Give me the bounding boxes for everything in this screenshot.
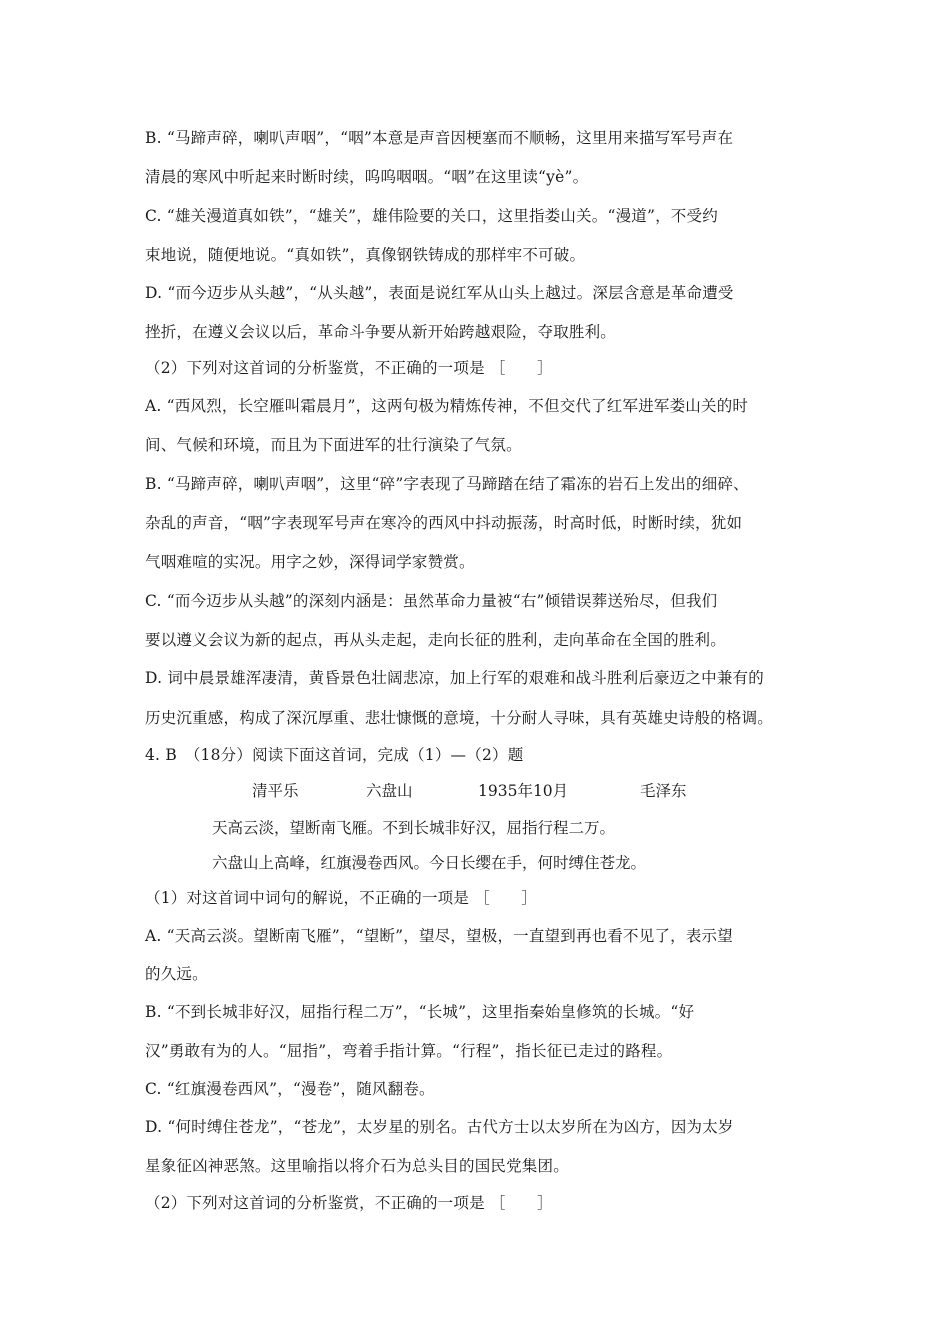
question-4-heading: 4. B （18分）阅读下面这首词，完成（1）—（2）题 (145, 746, 524, 764)
q1-option-d-line-1: D. “何时缚住苍龙”，“苍龙”，太岁星的别名。古代方士以太岁所在为凶方，因为太岁 (145, 1118, 734, 1136)
q2-option-b-line-2: 杂乱的声音，“咽”字表现军号声在寒冷的西风中抖动振荡，时高时低，时断时续，犹如 (145, 514, 743, 532)
option-b-line-1: B. “马蹄声碎，喇叭声咽”，“咽”本意是声音因梗塞而不顺畅，这里用来描写军号声在 (145, 129, 734, 147)
option-c-line-2: 束地说，随便地说。“真如铁”，真像钢铁铸成的那样牢不可破。 (145, 246, 586, 264)
q1-option-b-line-2: 汉”勇敢有为的人。“屈指”，弯着手指计算。“行程”，指长征已走过的路程。 (145, 1042, 673, 1060)
q2-option-a-line-2: 间、气候和环境，而且为下面进军的壮行演染了气氛。 (145, 436, 522, 454)
q2-option-c-line-2: 要以遵义会议为新的起点，再从头走起，走向长征的胜利，走向革命在全国的胜利。 (145, 631, 726, 649)
q2-option-b-line-3: 气咽难喧的实况。用字之妙，深得词学家赞赏。 (145, 553, 475, 571)
poem-subtitle: 六盘山 (366, 782, 413, 800)
q1-option-a-line-1: A. “天高云淡。望断南飞雁”，“望断”，望尽，望极，一直望到再也看不见了，表示望 (145, 927, 733, 945)
option-d-line-2: 挫折，在遵义会议以后，革命斗争要从新开始跨越艰险，夺取胜利。 (145, 323, 617, 341)
option-b-line-2: 清晨的寒风中听起来时断时续，呜呜咽咽。“咽”在这里读“yè”。 (145, 168, 589, 186)
poem-line-1: 天高云淡，望断南飞雁。不到长城非好汉，屈指行程二万。 (212, 819, 616, 837)
poem-title: 清平乐 (252, 782, 299, 800)
question-1-heading: （1）对这首词中词句的解说，不正确的一项是 ［ ］ (145, 889, 537, 907)
poem-line-2: 六盘山上高峰，红旗漫卷西风。今日长缨在手，何时缚住苍龙。 (212, 854, 647, 872)
poem-author: 毛泽东 (640, 782, 687, 800)
q2-option-d-line-2: 历史沉重感，构成了深沉厚重、悲壮慷慨的意境，十分耐人寻味，具有英雄史诗般的格调。 (145, 709, 774, 727)
q2-option-d-line-1: D. 词中晨景雄浑凄清，黄昏景色壮阔悲凉，加上行军的艰难和战斗胜利后豪迈之中兼有的 (145, 669, 764, 687)
q1-option-b-line-1: B. “不到长城非好汉，屈指行程二万”，“长城”，这里指秦始皇修筑的长城。“好 (145, 1003, 695, 1021)
q2-option-c-line-1: C. “而今迈步从头越”的深刻内涵是：虽然革命力量被“右”倾错误葬送殆尽，但我们 (145, 592, 718, 610)
q1-option-d-line-2: 星象征凶神恶煞。这里喻指以将介石为总头目的国民党集团。 (145, 1157, 569, 1175)
q2-option-a-line-1: A. “西风烈，长空雁叫霜晨月”，这两句极为精炼传神，不但交代了红军进军娄山关的时 (145, 397, 749, 415)
poem-date: 1935年10月 (478, 782, 569, 800)
q2-option-b-line-1: B. “马蹄声碎，喇叭声咽”，这里“碎”字表现了马蹄踏在结了霜冻的岩石上发出的细碎、 (145, 475, 749, 493)
option-c-line-1: C. “雄关漫道真如铁”，“雄关”，雄伟险要的关口，这里指娄山关。“漫道”，不受约 (145, 207, 718, 225)
question-2-heading: （2）下列对这首词的分析鉴赏，不正确的一项是 ［ ］ (145, 359, 553, 377)
question-2b-heading: （2）下列对这首词的分析鉴赏，不正确的一项是 ［ ］ (145, 1194, 553, 1212)
q1-option-c-line-1: C. “红旗漫卷西风”，“漫卷”，随风翻卷。 (145, 1080, 435, 1098)
q1-option-a-line-2: 的久远。 (145, 965, 208, 983)
option-d-line-1: D. “而今迈步从头越”，“从头越”，表面是说红军从山头上越过。深层含意是革命遭受 (145, 284, 734, 302)
